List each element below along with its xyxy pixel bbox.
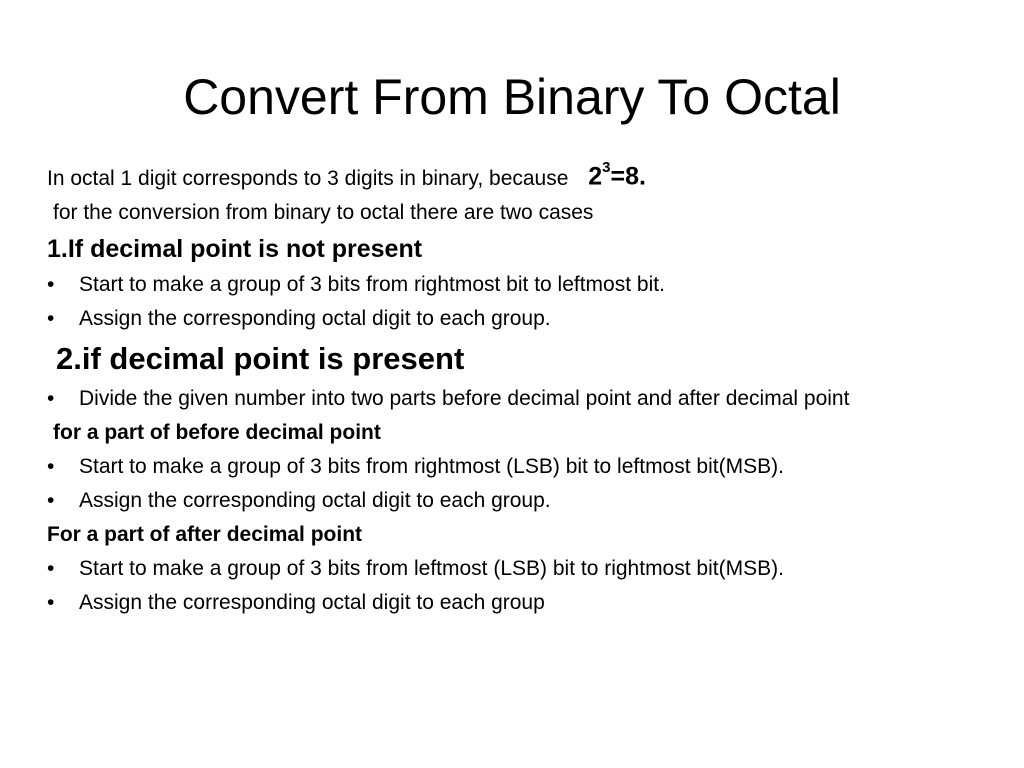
after-heading: For a part of after decimal point (47, 523, 363, 547)
case2-heading: 2.if decimal point is present (56, 341, 465, 377)
before-bullet-1-text: Start to make a group of 3 bits from rightmost (LSB) bit to leftmost bit(MSB). (79, 455, 784, 479)
formula-exponent: 3 (602, 159, 611, 176)
intro-text: In octal 1 digit corresponds to 3 digits in binary, because (47, 167, 569, 191)
formula-result: =8. (610, 162, 646, 191)
bullet-dot: • (47, 557, 55, 581)
case1-heading: 1.If decimal point is not present (47, 235, 423, 264)
before-bullet-2-text: Assign the corresponding octal digit to each group. (79, 489, 551, 513)
cases-line: for the conversion from binary to octal there are two cases (53, 201, 594, 225)
intro-line (47, 155, 997, 196)
after-bullet-2-text: Assign the corresponding octal digit to each group (79, 591, 545, 615)
slide-title: Convert From Binary To Octal (183, 69, 841, 125)
case1-bullet-1-text: Start to make a group of 3 bits from rightmost bit to leftmost bit. (79, 273, 665, 297)
slide-body (47, 155, 997, 620)
bullet-dot: • (47, 455, 55, 479)
after-bullet-1 (47, 552, 997, 586)
case1-bullet-2 (47, 302, 997, 336)
case2-bullet-1-text: Divide the given number into two parts before decimal point and after decimal point (79, 387, 850, 411)
after-bullet-1-text: Start to make a group of 3 bits from leftmost (LSB) bit to rightmost bit(MSB). (79, 557, 784, 581)
case1-bullet-1 (47, 268, 997, 302)
after-bullet-2 (47, 586, 997, 620)
bullet-dot: • (47, 307, 55, 331)
formula-base: 2 (588, 162, 603, 191)
before-heading: for a part of before decimal point (53, 421, 381, 445)
case2-bullet-1 (47, 382, 999, 416)
bullet-dot: • (47, 273, 55, 297)
formula (588, 154, 646, 193)
case1-bullet-2-text: Assign the corresponding octal digit to each group. (79, 307, 551, 331)
bullet-dot: • (47, 489, 55, 513)
before-bullet-1 (47, 450, 997, 484)
bullet-dot: • (47, 387, 55, 411)
before-bullet-2 (47, 484, 997, 518)
bullet-dot: • (47, 591, 55, 615)
